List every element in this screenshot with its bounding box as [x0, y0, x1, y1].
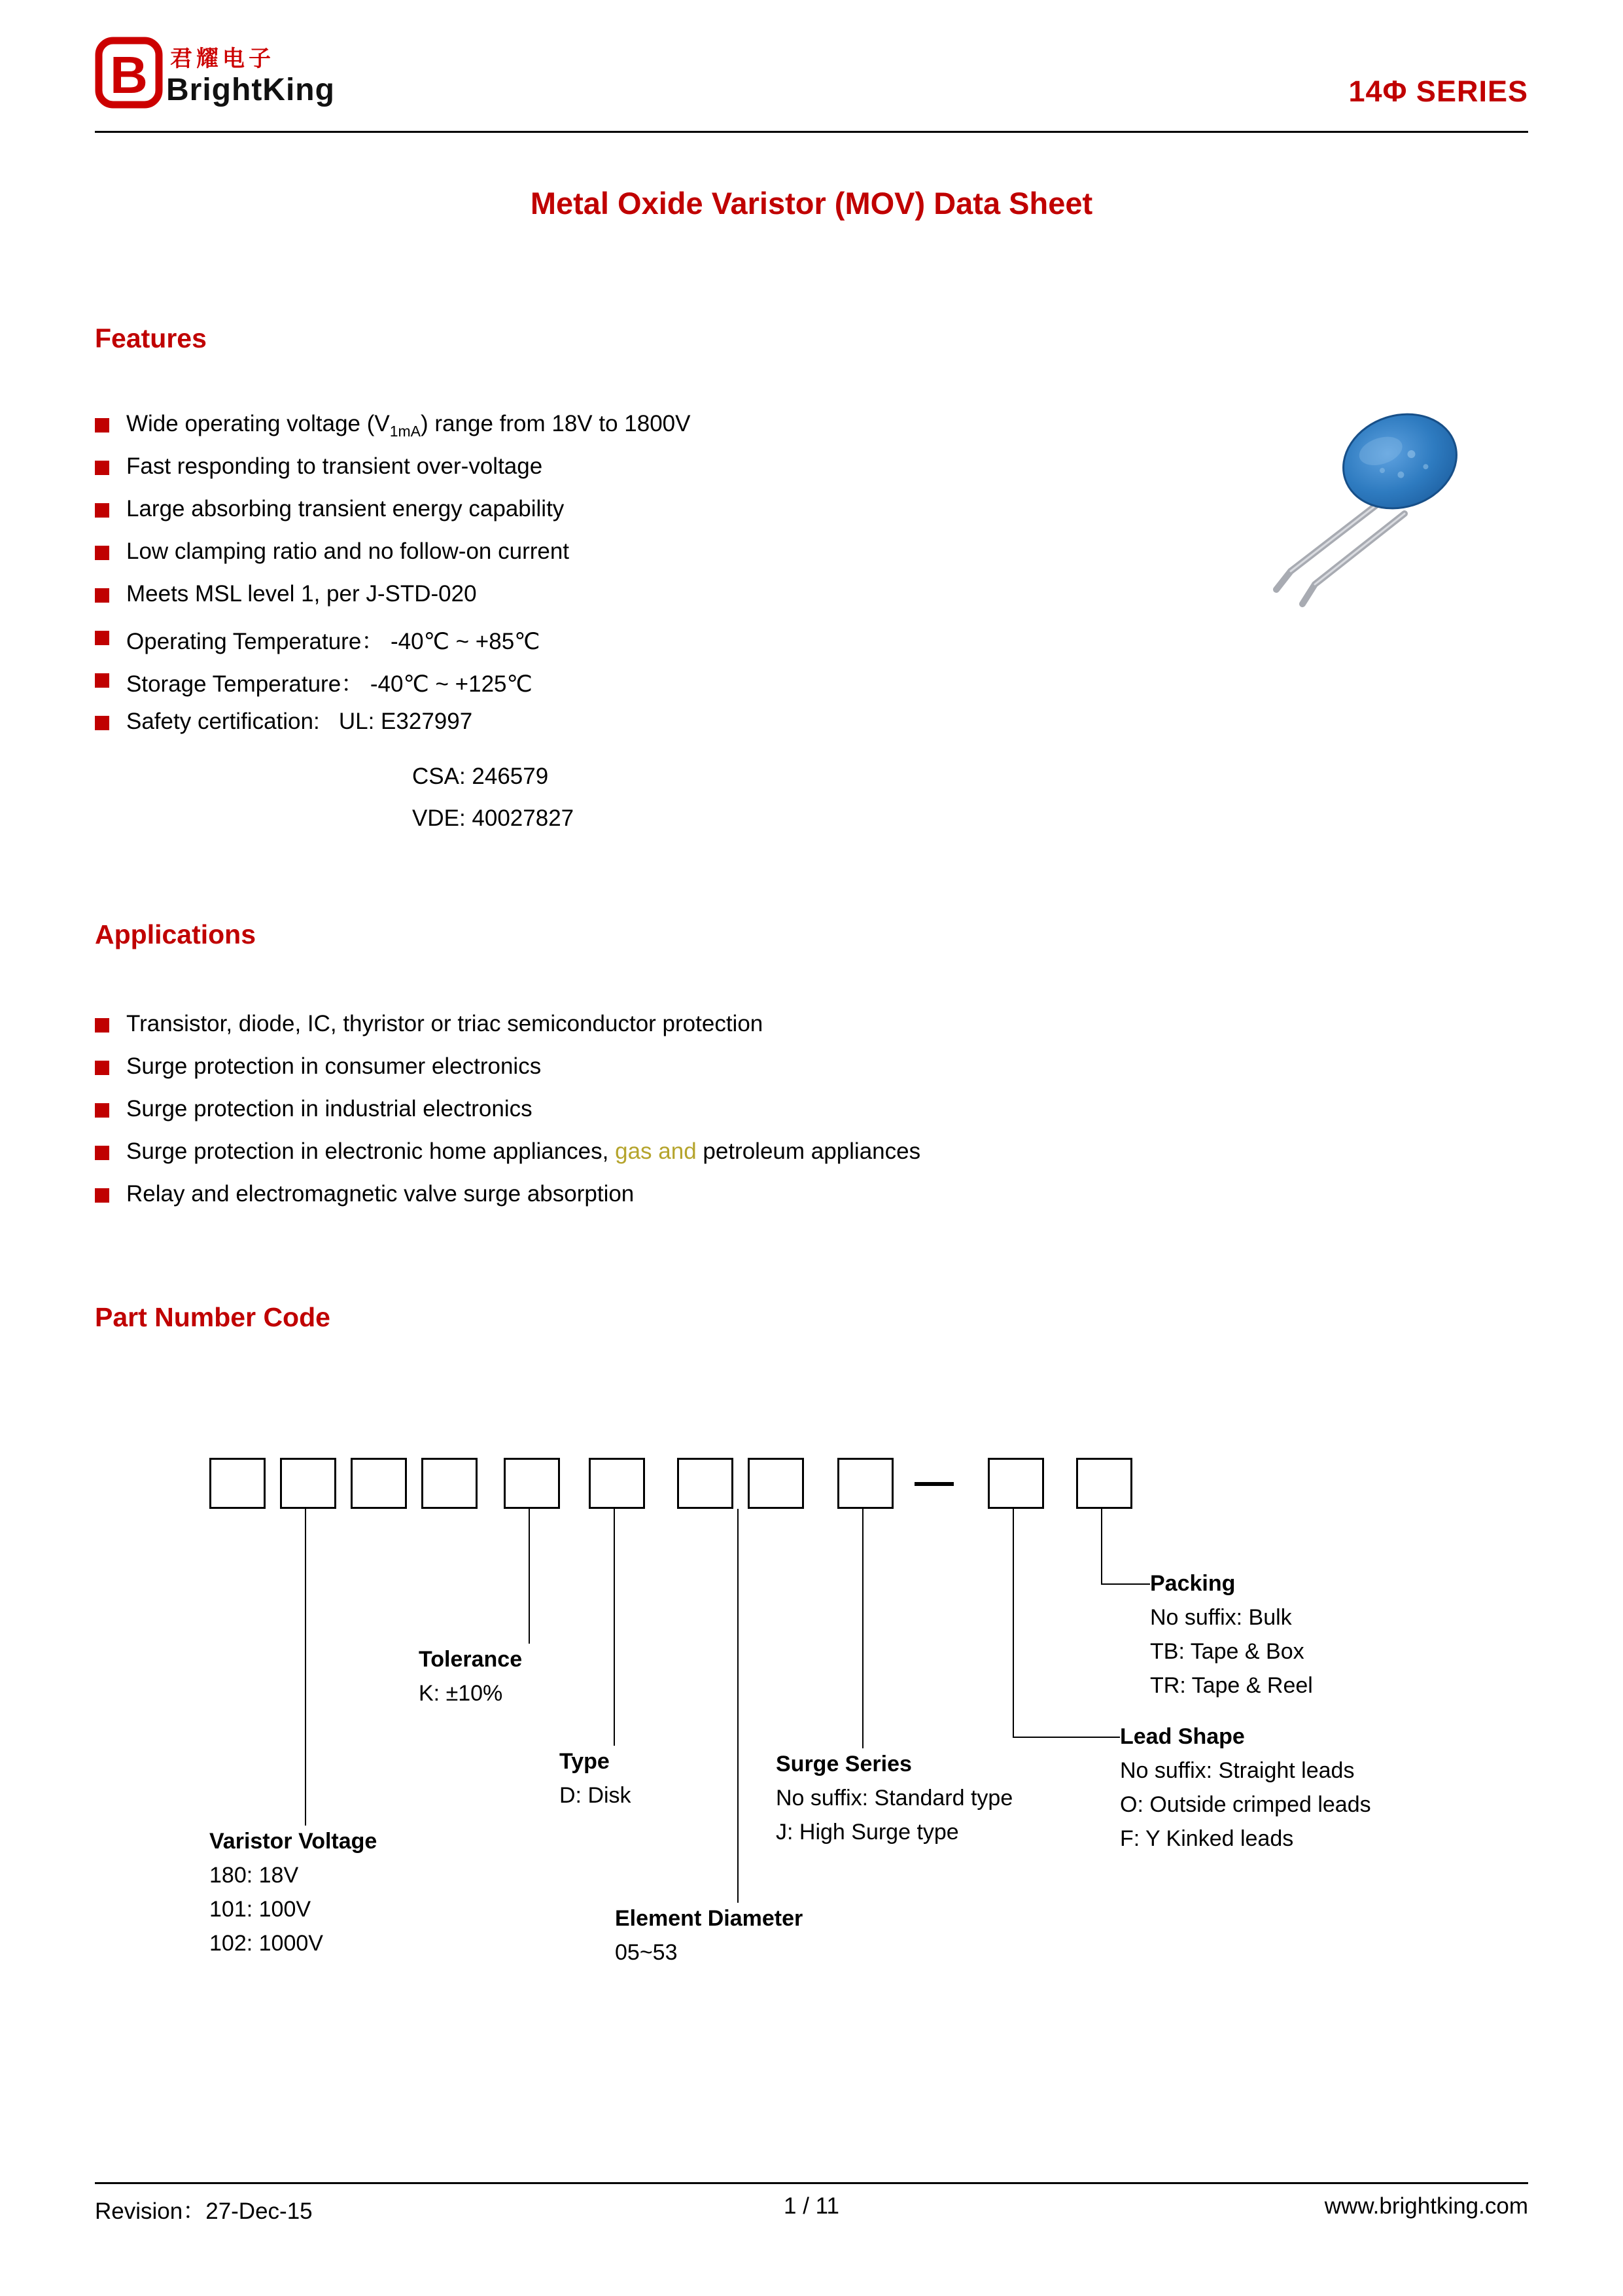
- footer-divider: [95, 2182, 1528, 2184]
- bullet-icon: [95, 1146, 109, 1160]
- features-heading: Features: [95, 323, 207, 353]
- lead-shape-option: F: Y Kinked leads: [1120, 1826, 1294, 1851]
- logo-letter: B: [110, 46, 148, 104]
- part-number-separator: —: [915, 1459, 954, 1503]
- varistor-voltage-title: Varistor Voltage: [209, 1829, 377, 1854]
- applications-list: [95, 1011, 920, 1224]
- application-item: [95, 1011, 920, 1053]
- feature-item: [95, 581, 691, 624]
- bullet-icon: [95, 1018, 109, 1033]
- element-diameter-connector-line: [737, 1509, 739, 1903]
- varistor-product-image: [1213, 396, 1495, 622]
- features-list: [95, 411, 691, 751]
- footer-page-number: 1 / 11: [784, 2193, 839, 2219]
- part-number-box: [209, 1458, 266, 1509]
- feature-item: [95, 666, 691, 709]
- feature-text: Fast responding to transient over-voltage: [126, 453, 543, 479]
- part-number-box: [677, 1458, 733, 1509]
- packing-option: No suffix: Bulk: [1150, 1605, 1292, 1630]
- type-label: [559, 1744, 631, 1812]
- part-number-heading: Part Number Code: [95, 1302, 330, 1332]
- certification-lines: [412, 756, 574, 839]
- feature-item: [95, 411, 691, 453]
- feature-item: [95, 496, 691, 539]
- part-number-box: [280, 1458, 336, 1509]
- feature-item: [95, 453, 691, 496]
- feature-text: Safety certification: UL: E327997: [126, 709, 473, 734]
- part-number-box: [504, 1458, 560, 1509]
- application-item: [95, 1139, 920, 1181]
- lead-shape-option: No suffix: Straight leads: [1120, 1758, 1355, 1783]
- packing-title: Packing: [1150, 1571, 1236, 1596]
- varistor-voltage-connector-line: [305, 1509, 306, 1826]
- packing-connector-line: [1101, 1583, 1150, 1585]
- bullet-icon: [95, 716, 109, 730]
- varistor-voltage-option: 180: 18V: [209, 1863, 299, 1888]
- application-text-highlight: gas and: [615, 1139, 697, 1164]
- feature-text: Storage Temperature： -40℃ ~ +125℃: [126, 671, 532, 697]
- application-item: [95, 1181, 920, 1224]
- part-number-box: [988, 1458, 1044, 1509]
- tolerance-connector-line: [529, 1509, 530, 1644]
- surge-series-option: J: High Surge type: [776, 1820, 959, 1845]
- header-divider: [95, 131, 1528, 133]
- bullet-icon: [95, 631, 109, 645]
- type-title: Type: [559, 1749, 610, 1774]
- type-option: D: Disk: [559, 1783, 631, 1808]
- feature-item: [95, 709, 691, 751]
- logo-english-text: BrightKing: [166, 73, 335, 107]
- part-number-box: [351, 1458, 407, 1509]
- varistor-voltage-option: 101: 100V: [209, 1897, 311, 1922]
- surge-series-option: No suffix: Standard type: [776, 1786, 1013, 1810]
- application-text: Surge protection in consumer electronics: [126, 1053, 542, 1079]
- packing-option: TB: Tape & Box: [1150, 1639, 1304, 1664]
- feature-text: Low clamping ratio and no follow-on current: [126, 539, 570, 564]
- lead-shape-option: O: Outside crimped leads: [1120, 1792, 1371, 1817]
- bullet-icon: [95, 503, 109, 518]
- series-label: 14Φ SERIES: [1348, 75, 1528, 108]
- feature-text: Meets MSL level 1, per J-STD-020: [126, 581, 477, 607]
- feature-text-subscript: 1mA: [389, 423, 421, 440]
- lead-shape-label: [1120, 1720, 1371, 1856]
- part-number-box: [421, 1458, 478, 1509]
- certification-line: VDE: 40027827: [412, 805, 574, 831]
- lead-shape-connector-line: [1013, 1737, 1120, 1738]
- feature-text-part: ) range from 18V to 1800V: [421, 411, 691, 436]
- varistor-voltage-option: 102: 1000V: [209, 1931, 323, 1956]
- application-text-part: Surge protection in electronic home appliances,: [126, 1139, 616, 1164]
- packing-label: [1150, 1566, 1313, 1703]
- surge-series-label: [776, 1747, 1013, 1849]
- logo-chinese-text: 君耀电子: [170, 46, 275, 71]
- bullet-icon: [95, 1103, 109, 1118]
- certification-line: CSA: 246579: [412, 764, 549, 789]
- feature-item: [95, 539, 691, 581]
- lead-shape-title: Lead Shape: [1120, 1724, 1245, 1749]
- feature-text: [126, 411, 691, 440]
- bullet-icon: [95, 1061, 109, 1075]
- application-text-part: petroleum appliances: [696, 1139, 921, 1164]
- feature-item: [95, 624, 691, 666]
- tolerance-title: Tolerance: [419, 1647, 523, 1672]
- bullet-icon: [95, 418, 109, 433]
- packing-option: TR: Tape & Reel: [1150, 1673, 1313, 1698]
- tolerance-label: [419, 1642, 522, 1710]
- application-item: [95, 1053, 920, 1096]
- feature-text: Operating Temperature： -40℃ ~ +85℃: [126, 629, 540, 654]
- varistor-voltage-label: [209, 1824, 377, 1960]
- bullet-icon: [95, 1188, 109, 1203]
- part-number-box: [1076, 1458, 1132, 1509]
- bullet-icon: [95, 673, 109, 688]
- page-title: Metal Oxide Varistor (MOV) Data Sheet: [530, 186, 1093, 221]
- tolerance-option: K: ±10%: [419, 1681, 503, 1706]
- feature-text-part: Wide operating voltage (V: [126, 411, 390, 436]
- bullet-icon: [95, 588, 109, 603]
- application-text: Transistor, diode, IC, thyristor or triac semiconductor protection: [126, 1011, 763, 1036]
- part-number-box: [837, 1458, 894, 1509]
- footer-website: www.brightking.com: [1324, 2193, 1528, 2219]
- type-connector-line: [614, 1509, 615, 1746]
- surge-series-connector-line: [862, 1509, 864, 1748]
- bullet-icon: [95, 461, 109, 475]
- part-number-box: [589, 1458, 645, 1509]
- feature-text: Large absorbing transient energy capability: [126, 496, 565, 521]
- element-diameter-option: 05~53: [615, 1940, 678, 1965]
- application-text: Relay and electromagnetic valve surge absorption: [126, 1181, 635, 1207]
- applications-heading: Applications: [95, 919, 256, 949]
- bullet-icon: [95, 546, 109, 560]
- surge-series-title: Surge Series: [776, 1752, 912, 1776]
- element-diameter-title: Element Diameter: [615, 1906, 803, 1931]
- part-number-box: [748, 1458, 804, 1509]
- lead-shape-connector-line: [1013, 1509, 1014, 1738]
- brightking-logo-icon: [95, 33, 163, 116]
- application-text: [126, 1139, 920, 1165]
- footer-revision: Revision：27-Dec-15: [95, 2199, 313, 2224]
- application-item: [95, 1096, 920, 1139]
- packing-connector-line: [1101, 1509, 1102, 1585]
- application-text: Surge protection in industrial electronics: [126, 1096, 532, 1122]
- element-diameter-label: [615, 1901, 803, 1969]
